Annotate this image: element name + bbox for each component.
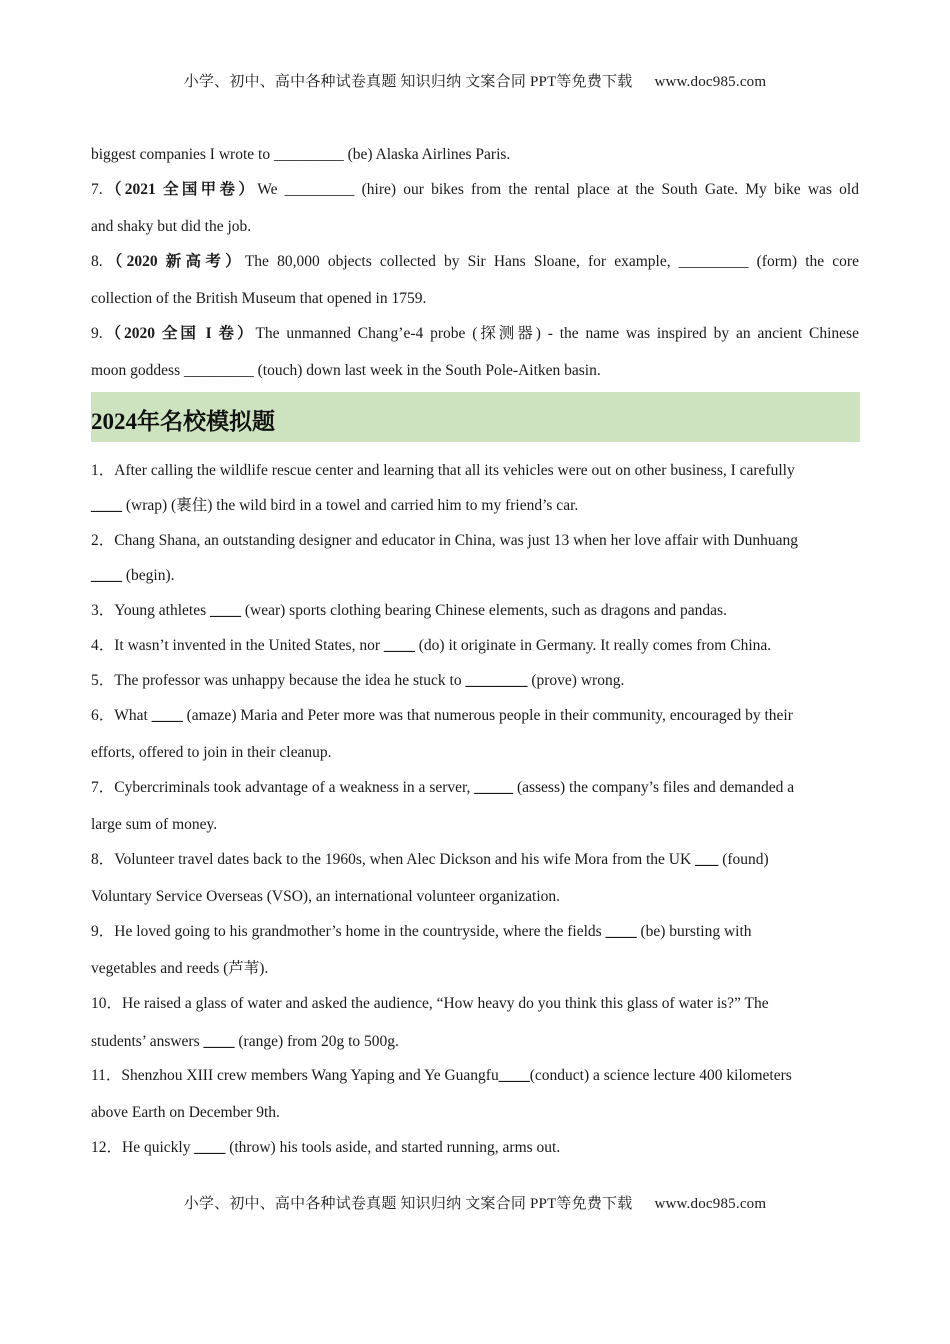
question-9-line1: 9．He loved going to his grandmother’s home in the countryside, where the fields ____ (be) bursting with (91, 923, 752, 940)
question-3: 3．Young athletes ____ (wear) sports clothing bearing Chinese elements, such as dragons and pandas. (91, 602, 727, 619)
exam-q7-line1: 7.（2021 全国甲卷）We _________ (hire) our bikes from the rental place at the South Gate. My bike was old (91, 181, 859, 198)
question-10-line1: 10．He raised a glass of water and asked the audience, “How heavy do you think this glass of water is?” The (91, 995, 769, 1012)
section-title: 2024年名校模拟题 (91, 409, 275, 434)
continued-line: biggest companies I wrote to _________ (be) Alaska Airlines Paris. (91, 146, 511, 163)
question-2-line1: 2．Chang Shana, an outstanding designer and educator in China, was just 13 when her love affair with Dunhuang (91, 532, 798, 549)
answer-blank[interactable]: ___ (695, 851, 719, 868)
answer-blank[interactable]: ________ (465, 672, 528, 689)
answer-blank[interactable]: ____ (203, 1033, 235, 1050)
exam-tag: （2020 新高考） (102, 253, 245, 270)
answer-blank[interactable]: ____ (498, 1067, 530, 1084)
answer-blank[interactable]: ____ (209, 602, 241, 619)
footer-text: 小学、初中、高中各种试卷真题 知识归纳 文案合同 PPT等免费下载 (183, 1196, 633, 1212)
question-6-line1: 6．What ____ (amaze) Maria and Peter more was that numerous people in their community, encouraged by their (91, 707, 793, 724)
page-header (0, 70, 950, 91)
exam-q8-line2: collection of the British Museum that opened in 1759. (91, 290, 427, 307)
question-8-line2: Voluntary Service Overseas (VSO), an international volunteer organization. (91, 888, 561, 905)
question-7-line2: large sum of money. (91, 816, 218, 833)
question-2-line2: ____ (begin). (91, 567, 175, 584)
exam-q9-line2: moon goddess _________ (touch) down last week in the South Pole-Aitken basin. (91, 362, 601, 379)
question-10-line2: students’ answers ____ (range) from 20g to 500g. (91, 1033, 399, 1050)
question-7-line1: 7．Cybercriminals took advantage of a weakness in a server, _____ (assess) the company’s files and demanded a (91, 779, 795, 796)
section-header (91, 392, 860, 442)
answer-blank[interactable]: ____ (194, 1139, 226, 1156)
exam-tag: （2021 全国甲卷） (102, 181, 258, 198)
exam-q9-line1: 9.（2020 全国 I 卷）The unmanned Chang’e-4 probe (探测器) - the name was inspired by an ancient Chinese (91, 325, 859, 342)
question-6-line2: efforts, offered to join in their cleanup. (91, 744, 332, 761)
question-4: 4．It wasn’t invented in the United States, nor ____ (do) it originate in Germany. It really comes from China. (91, 637, 772, 654)
answer-blank[interactable]: ____ (151, 707, 183, 724)
question-8-line1: 8．Volunteer travel dates back to the 1960s, when Alec Dickson and his wife Mora from the UK ___ (found) (91, 851, 769, 868)
question-9-line2: vegetables and reeds (芦苇). (91, 960, 269, 977)
question-5: 5．The professor was unhappy because the idea he stuck to ________ (prove) wrong. (91, 672, 625, 689)
header-text: 小学、初中、高中各种试卷真题 知识归纳 文案合同 PPT等免费下载 (183, 74, 633, 90)
answer-blank[interactable]: ____ (91, 567, 122, 584)
answer-blank[interactable]: ____ (605, 923, 637, 940)
footer-site[interactable]: www.doc985.com (654, 1196, 767, 1212)
header-site[interactable]: www.doc985.com (654, 74, 767, 90)
question-11-line1: 11．Shenzhou XIII crew members Wang Yaping and Ye Guangfu____(conduct) a science lecture 400 kilometers (91, 1067, 792, 1084)
exam-tag: （2020 全国 I 卷） (102, 325, 256, 342)
exam-q7-line2: and shaky but did the job. (91, 218, 252, 235)
question-12: 12．He quickly ____ (throw) his tools aside, and started running, arms out. (91, 1139, 561, 1156)
question-1-line1: 1．After calling the wildlife rescue center and learning that all its vehicles were out on other business, I carefully (91, 462, 795, 479)
answer-blank[interactable]: ____ (383, 637, 415, 654)
exam-q8-line1: 8.（2020 新高考）The 80,000 objects collected by Sir Hans Sloane, for example, _________ (form) the core (91, 253, 859, 270)
page-footer (0, 1192, 950, 1213)
question-11-line2: above Earth on December 9th. (91, 1104, 280, 1121)
answer-blank[interactable]: ____ (91, 497, 122, 514)
question-1-line2: ____ (wrap) (裹住) the wild bird in a towel and carried him to my friend’s car. (91, 497, 579, 514)
answer-blank[interactable]: _____ (474, 779, 514, 796)
